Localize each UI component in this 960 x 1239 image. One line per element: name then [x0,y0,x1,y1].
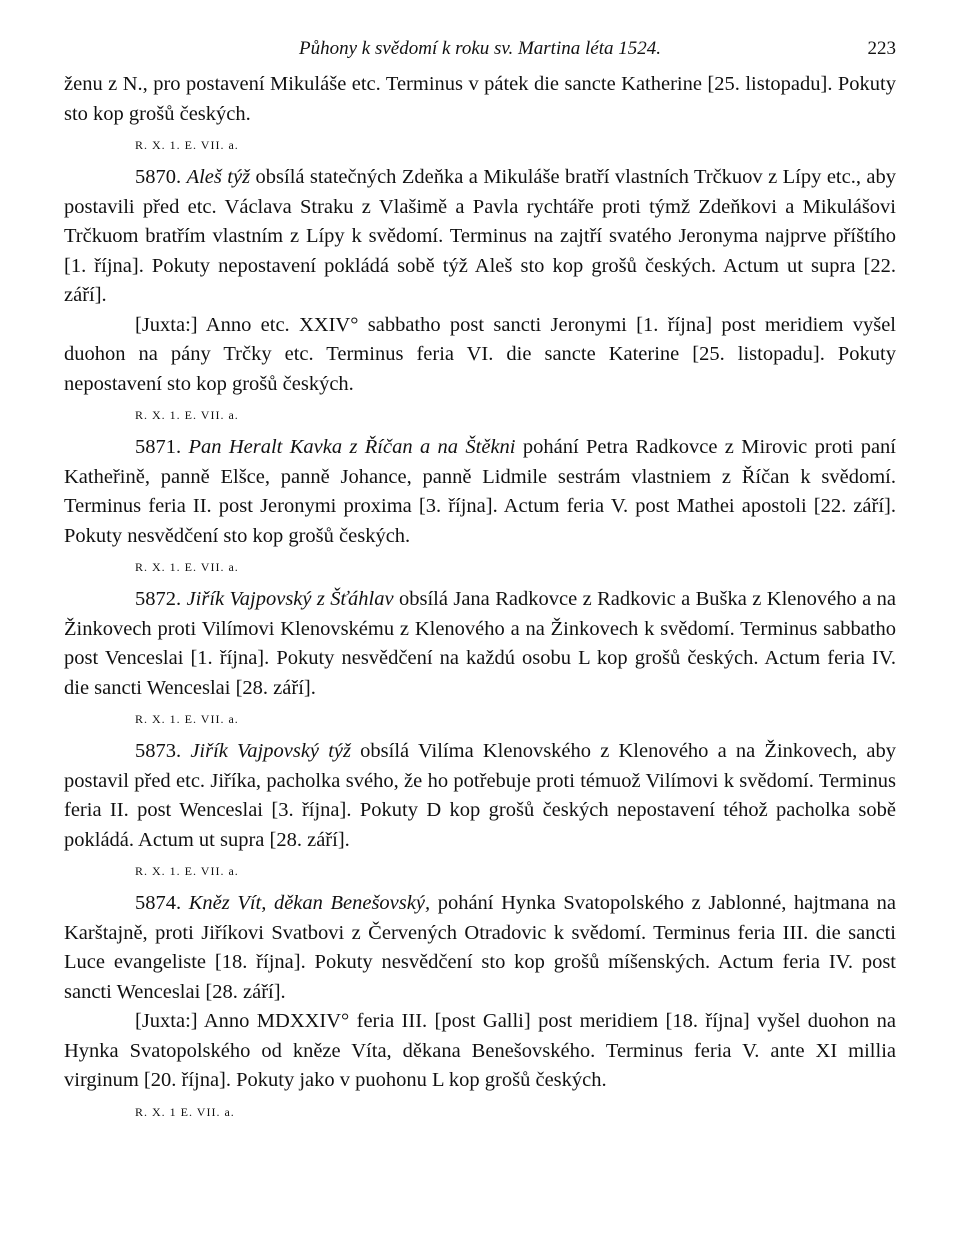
source-reference: R. X. 1 E. VII. a. [135,1104,235,1119]
source-reference: R. X. 1. E. VII. a. [135,864,239,878]
juxta-paragraph: [Juxta:] Anno MDXXIV° feria III. [post Galli] post meridiem [18. října] vyšel duohon na Hynka Svatopolského od kněze Víta, děkana Benešovského. Terminus feria V. ante XI millia virginum [20. října]. Pokuty jako v puohonu L kop grošů českých. [64,1010,896,1091]
entry-party-name: Kněz Vít, děkan Benešovský, [188,892,431,914]
entry-text: obsílá statečných Zdeňka a Mikuláše bratří vlastních Trčkuov z Lípy etc., aby postavili před etc. Václava Straku z Vlašimě a Pavla rychtáře proti týmž Zdeňkovi a Mikulášovi Trčkuom bratřím vlastním z Lípy k svědomí. Terminus na zajtří svatého Jeronyma najprve příštího [1. října]. Pokuty nepostavení pokládá sobě týž Aleš sto kop grošů českých. Actum ut supra [22. září]. [64,166,896,306]
juxta-paragraph: [Juxta:] Anno etc. XXIV° sabbatho post sancti Jeronymi [1. října] post meridiem vyšel duohon na pány Trčky etc. Terminus feria VI. die sancte Katerine [25. listopadu]. Pokuty nepostavení sto kop grošů českých. [64,313,896,395]
entry-number: 5872. [135,588,182,610]
continuation-paragraph: ženu z N., pro postavení Mikuláše etc. Terminus v pátek die sancte Katherine [25. listopadu]. Pokuty sto kop grošů českých. [64,73,896,125]
page-number: 223 [867,38,896,59]
entry-5871 [64,433,896,577]
running-header [64,34,896,70]
entry-5872 [64,585,896,729]
entry-number: 5871. [135,436,182,458]
entry-text: pohání Petra Radkovce z Mirovic proti paní Katheřině, panně Elšce, panně Johance, panně Lidmile sestrám vlastniem z Říčan k svědomí. Terminus feria II. post Jeronymi proxima [3. října]. Actum feria V. post Mathei apostoli [22. září]. Pokuty nesvědčení sto kop grošů českých. [64,436,896,547]
entry-text: obsílá Vilíma Klenovského z Klenového a na Žinkovech, aby postavil před etc. Jiříka, pacholka svého, že ho potřebuje proti témuož Vilímovi k svědomí. Terminus feria II. post Wenceslai [3. října]. Pokuty D kop grošů českých nepostavení téhož pacholka sobě pokládá. Actum ut supra [28. září]. [64,740,897,851]
source-reference: R. X. 1. E. VII. a. [135,712,239,726]
entry-number: 5874. [135,892,182,914]
entry-5873 [64,737,896,881]
source-reference: R. X. 1. E. VII. a. [135,560,239,574]
entry-text: obsílá Jana Radkovce z Radkovic a Buška z Klenového a na Žinkovech proti Vilímovi Klenovskému z Klenového a na Žinkovech k svědomí. Terminus sabbatho post Venceslai [1. října]. Pokuty nesvědčení na každú osobu L kop grošů českých. Actum feria IV. die sancti Wenceslai [28. září]. [64,588,896,699]
entry-paragraph [64,163,896,311]
entry-party-name: Jiřík Vajpovský z Šťáhlav [186,588,394,610]
entry-paragraph [64,433,896,551]
document-page [64,34,896,1130]
entry-paragraph [64,737,896,855]
entry-number: 5870. [135,166,182,188]
entry-text: pohání Hynka Svatopolského z Jablonné, hajtmana na Karštajně, proti Jiříkovi Svatbovi z Červených Otradovic k svědomí. Terminus feria III. die sancti Luce evangeliste [18. října]. Pokuty nesvědčení sto kop grošů míšenských. Actum feria IV. post sancti Wenceslai [28. září]. [64,892,896,1003]
entry-paragraph [64,585,896,703]
source-reference: R. X. 1. E. VII. a. [135,138,239,152]
entry-5874 [64,889,896,1122]
entry-paragraph [64,889,896,1007]
entry-party-name: Jiřík Vajpovský týž [190,740,351,762]
source-reference: R. X. 1. E. VII. a. [135,408,239,422]
entry-party-name: Pan Heralt Kavka z Říčan a na Štěkni [188,436,516,458]
running-title: Půhony k svědomí k roku sv. Martina léta 1524. [299,38,661,59]
entry-number: 5873. [135,740,182,762]
entry-party-name: Aleš týž [186,166,251,188]
entry-5870 [64,163,896,425]
